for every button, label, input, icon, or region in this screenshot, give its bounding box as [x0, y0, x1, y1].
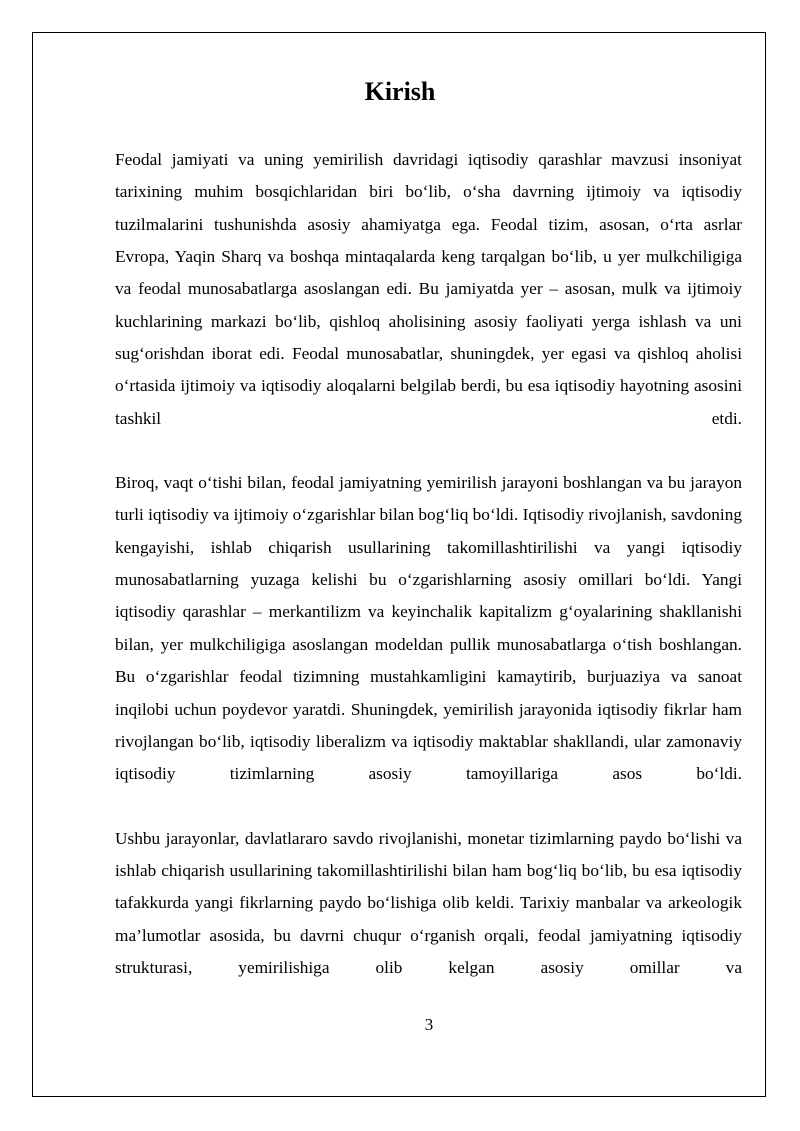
page-number: 3: [424, 1015, 434, 1034]
page-title: Kirish: [364, 77, 436, 106]
paragraph-1: Feodal jamiyati va uning yemirilish davridagi iqtisodiy qarashlar mavzusi insoniyat tarixining muhim bosqichlaridan biri bo‘lib, o‘sha davrning ijtimoiy va iqtisodiy tuzilmalarini tushunishda asosiy ahamiyatga ega. Feodal tizim, asosan, o‘rta asrlar Evropa, Yaqin Sharq va boshqa mintaqalarda keng tarqalgan bo‘lib, u yer mulkchiligiga va feodal munosabatlarga asoslangan edi. Bu jamiyatda yer – asosan, mulk va ijtimoiy kuchlarining markazi bo‘lib, qishloq aholisining asosiy faoliyati yerga ishlash va uni sug‘orishdan iborat edi. Feodal munosabatlar, shuningdek, yer egasi va qishloq aholisi o‘rtasida ijtimoiy va iqtisodiy aloqalarni belgilab berdi, bu esa iqtisodiy hayotning asosini tashkil etdi.: [115, 150, 742, 428]
paragraph-3: Ushbu jarayonlar, davlatlararo savdo rivojlanishi, monetar tizimlarning paydo bo‘lishi va ishlab chiqarish usullarining takomillashtirilishi bilan ham bog‘liq bo‘lib, bu esa iqtisodiy tafakkurda yangi fikrlarning paydo bo‘lishiga olib keldi. Tarixiy manbalar va arkeologik ma’lumotlar asosida, bu davrni chuqur o‘rganish orqali, feodal jamiyatning iqtisodiy strukturasi, yemirilishiga olib kelgan asosiy omillar va: [115, 828, 742, 977]
paragraph-2: Biroq, vaqt o‘tishi bilan, feodal jamiyatning yemirilish jarayoni boshlangan va bu jarayon turli iqtisodiy va ijtimoiy o‘zgarishlar bilan bog‘liq bo‘ldi. Iqtisodiy rivojlanish, savdoning kengayishi, ishlab chiqarish usullarining takomillashtirilishi va yangi iqtisodiy munosabatlarning yuzaga kelishi bu o‘zgarishlarning asosiy omillari bo‘ldi. Yangi iqtisodiy qarashlar – merkantilizm va keyinchalik kapitalizm g‘oyalarining shakllanishi bilan, yer mulkchiligiga asoslangan modeldan pullik munosabatlarga o‘tish boshlangan. Bu o‘zgarishlar feodal tizimning mustahkamligini kamaytirib, burjuaziya va sanoat inqilobi uchun poydevor yaratdi. Shuningdek, yemirilish jarayonida iqtisodiy fikrlar ham rivojlangan bo‘lib, iqtisodiy liberalizm va iqtisodiy maktablar shakllandi, ular zamonaviy iqtisodiy tizimlarning asosiy tamoyillariga asos bo‘ldi.: [115, 473, 742, 784]
document-body: [115, 144, 742, 1016]
